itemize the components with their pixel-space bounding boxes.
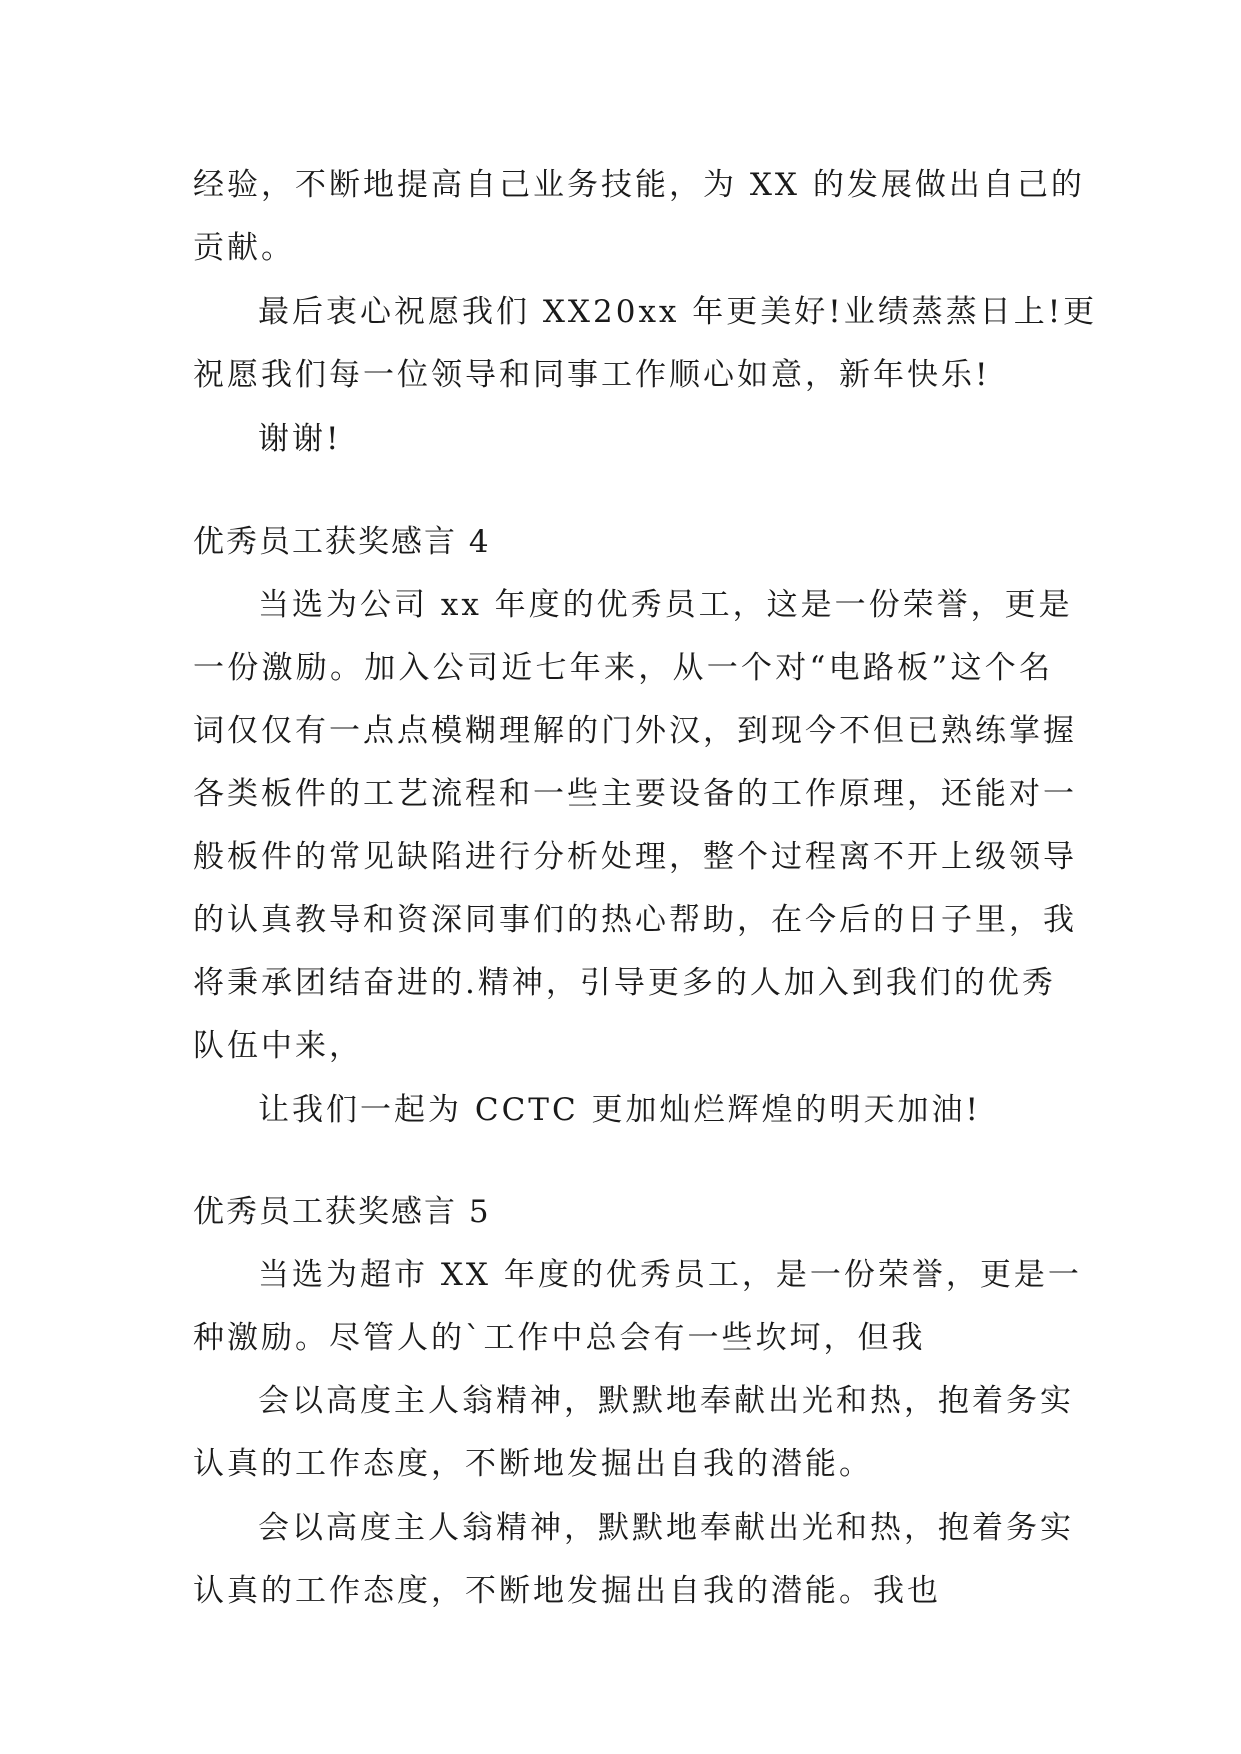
section-4-line: 的认真教导和资深同事们的热心帮助，在今后的日子里，我 xyxy=(193,902,1077,938)
section-4-line: 一份激励。加入公司近七年来，从一个对“电路板”这个名 xyxy=(193,650,1053,686)
closing-line-2: 祝愿我们每一位领导和同事工作顺心如意，新年快乐! xyxy=(193,357,991,393)
section-4-closing: 让我们一起为 CCTC 更加灿烂辉煌的明天加油! xyxy=(258,1092,981,1128)
section-5-line: 会以高度主人翁精神，默默地奉献出光和热，抱着务实 xyxy=(258,1383,1074,1419)
section-4-line: 当选为公司 xx 年度的优秀员工，这是一份荣誉，更是 xyxy=(258,587,1073,623)
thanks-text: 谢谢! xyxy=(258,421,342,457)
section-4-line: 队伍中来， xyxy=(193,1028,363,1064)
section-5-line: 当选为超市 XX 年度的优秀员工，是一份荣誉，更是一 xyxy=(258,1257,1082,1293)
section-5-line: 认真的工作态度，不断地发掘出自我的潜能。我也 xyxy=(193,1573,941,1609)
section-4-line: 般板件的常见缺陷进行分析处理，整个过程离不开上级领导 xyxy=(193,839,1077,875)
section-4-title: 优秀员工获奖感言 4 xyxy=(193,524,491,560)
section-5-title: 优秀员工获奖感言 5 xyxy=(193,1194,491,1230)
section-4-line: 各类板件的工艺流程和一些主要设备的工作原理，还能对一 xyxy=(193,776,1077,812)
section-5-line: 会以高度主人翁精神，默默地奉献出光和热，抱着务实 xyxy=(258,1510,1074,1546)
section-4-line: 词仅仅有一点点模糊理解的门外汉，到现今不但已熟练掌握 xyxy=(193,713,1077,749)
closing-line-1: 最后衷心祝愿我们 XX20xx 年更美好!业绩蒸蒸日上!更 xyxy=(258,294,1098,330)
intro-line-2: 贡献。 xyxy=(193,230,295,266)
intro-line-1: 经验，不断地提高自己业务技能，为 XX 的发展做出自己的 xyxy=(193,167,1085,203)
section-5-line: 认真的工作态度，不断地发掘出自我的潜能。 xyxy=(193,1446,873,1482)
section-4-line: 将秉承团结奋进的.精神，引导更多的人加入到我们的优秀 xyxy=(193,965,1056,1001)
section-5-line: 种激励。尽管人的`工作中总会有一些坎坷，但我 xyxy=(193,1320,926,1356)
